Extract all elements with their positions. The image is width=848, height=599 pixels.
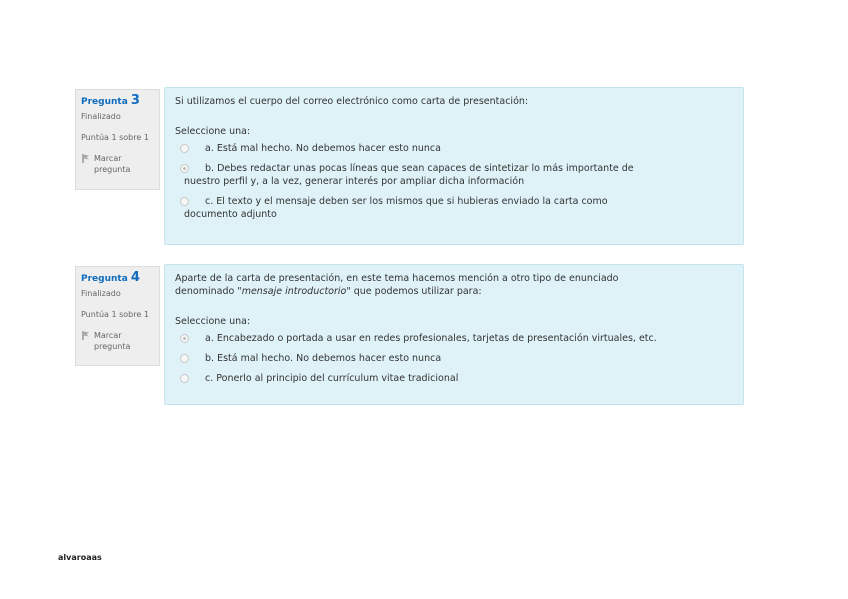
radio-icon[interactable] — [180, 374, 189, 383]
question-text — [175, 272, 733, 298]
question-number-value: 3 — [130, 93, 140, 108]
footer-username: alvaroaas — [58, 553, 102, 562]
question-text-emphasis: mensaje introductorio — [241, 286, 347, 297]
question-label: Pregunta — [81, 274, 128, 284]
answer-option-a[interactable] — [175, 142, 733, 155]
answer-prompt: Seleccione una: — [175, 316, 251, 327]
answer-option-c[interactable] — [175, 372, 733, 385]
question-content — [164, 264, 744, 405]
answer-text: a. Está mal hecho. No debemos hacer esto nunca — [205, 143, 441, 154]
radio-icon[interactable] — [180, 354, 189, 363]
answer-text: a. Encabezado o portada a usar en redes profesionales, tarjetas de presentación virtuales, etc. — [205, 333, 657, 344]
answer-prompt: Seleccione una: — [175, 126, 251, 137]
question-label: Pregunta — [81, 97, 128, 107]
flag-label-1: Marcar — [94, 154, 122, 163]
question-number — [81, 272, 154, 285]
question-grade: Puntúa 1 sobre 1 — [81, 310, 149, 319]
question-grade: Puntúa 1 sobre 1 — [81, 133, 149, 142]
answer-option-b[interactable] — [175, 352, 733, 365]
flag-question-button[interactable] — [81, 153, 154, 175]
answer-option-a[interactable] — [175, 332, 733, 345]
answer-text: c. Ponerlo al principio del currículum vitae tradicional — [205, 373, 459, 384]
answer-text: c. El texto y el mensaje deben ser los mismos que si hubieras enviado la carta como — [205, 196, 608, 207]
flag-label-2: pregunta — [94, 342, 131, 351]
question-content — [164, 87, 744, 245]
flag-label-1: Marcar — [94, 331, 122, 340]
flag-icon — [81, 330, 91, 340]
answer-text: b. Debes redactar unas pocas líneas que sean capaces de sintetizar lo más importante de — [205, 163, 634, 174]
flag-icon — [81, 153, 91, 163]
question-info — [75, 89, 160, 190]
question-info — [75, 266, 160, 366]
answer-text: b. Está mal hecho. No debemos hacer esto nunca — [205, 353, 442, 364]
radio-icon[interactable] — [180, 164, 189, 173]
radio-icon[interactable] — [180, 197, 189, 206]
answer-text-wrap: documento adjunto — [184, 209, 277, 220]
flag-question-button[interactable] — [81, 330, 154, 352]
radio-icon[interactable] — [180, 144, 189, 153]
answer-text-wrap: nuestro perfil y, a la vez, generar interés por ampliar dicha información — [184, 176, 525, 187]
answer-option-c[interactable] — [175, 195, 733, 221]
question-number-value: 4 — [130, 270, 140, 285]
flag-label-2: pregunta — [94, 165, 131, 174]
question-text-line-1: Aparte de la carta de presentación, en este tema hacemos mención a otro tipo de enunciado — [175, 273, 619, 284]
question-text: Si utilizamos el cuerpo del correo electrónico como carta de presentación: — [175, 96, 529, 107]
question-state: Finalizado — [81, 289, 121, 298]
question-state: Finalizado — [81, 112, 121, 121]
question-text-line-2-pre: denominado " — [175, 286, 242, 297]
radio-icon[interactable] — [180, 334, 189, 343]
answer-option-b[interactable] — [175, 162, 733, 188]
question-text-line-2-post: " que podemos utilizar para: — [346, 286, 482, 297]
question-number — [81, 95, 154, 108]
